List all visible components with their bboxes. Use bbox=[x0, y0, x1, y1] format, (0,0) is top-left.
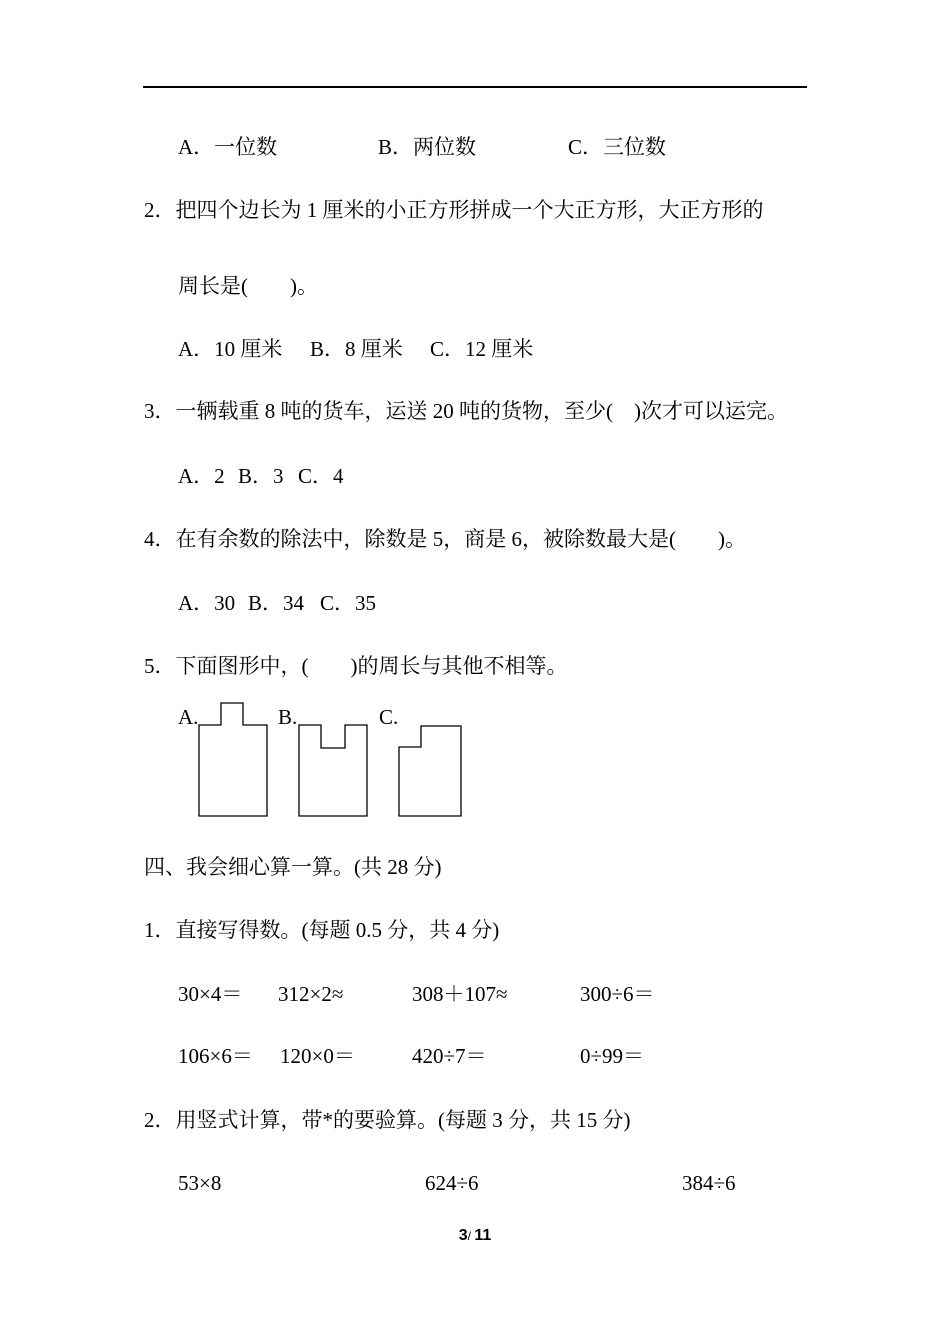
calc-1-2: 312×2≈ bbox=[278, 982, 344, 1006]
calc-1-4: 300÷6＝ bbox=[580, 982, 655, 1006]
calc-1-1: 30×4＝ bbox=[178, 982, 243, 1006]
q1-option-b[interactable]: B．两位数 bbox=[378, 135, 477, 159]
q5-text: 5．下面图形中，( )的周长与其他不相等。 bbox=[144, 654, 568, 678]
calc-1-3: 308＋107≈ bbox=[412, 982, 508, 1006]
q2-text-line1: 2．把四个边长为 1 厘米的小正方形拼成一个大正方形，大正方形的 bbox=[144, 198, 764, 222]
shape-b bbox=[299, 725, 367, 816]
q5-label-a[interactable]: A. bbox=[178, 705, 199, 729]
q1-option-c[interactable]: C．三位数 bbox=[568, 135, 667, 159]
shape-a bbox=[199, 703, 267, 816]
q4-option-c[interactable]: C．35 bbox=[320, 591, 377, 615]
calc-2-1: 106×6＝ bbox=[178, 1044, 253, 1068]
q5-label-c[interactable]: C. bbox=[379, 705, 399, 729]
q2-text-line2: 周长是( )。 bbox=[178, 274, 318, 298]
calc-2-2: 120×0＝ bbox=[280, 1044, 355, 1068]
section4-title: 四、我会细心算一算。(共 28 分) bbox=[144, 855, 442, 879]
header-rule bbox=[143, 86, 807, 88]
page-total: 11 bbox=[474, 1227, 492, 1244]
q5-label-b[interactable]: B. bbox=[278, 705, 298, 729]
q4-text: 4．在有余数的除法中，除数是 5，商是 6，被除数最大是( )。 bbox=[144, 527, 746, 551]
q3-option-c[interactable]: C．4 bbox=[298, 464, 344, 488]
q4-option-a[interactable]: A．30 bbox=[178, 591, 236, 615]
section4-part2-title: 2．用竖式计算，带*的要验算。(每题 3 分，共 15 分) bbox=[144, 1108, 631, 1132]
q3-text: 3．一辆载重 8 吨的货车，运送 20 吨的货物，至少( )次才可以运完。 bbox=[144, 399, 788, 423]
shape-c bbox=[399, 726, 461, 816]
q5-shapes bbox=[190, 695, 480, 825]
calc-2-3: 420÷7＝ bbox=[412, 1044, 487, 1068]
q1-option-a[interactable]: A．一位数 bbox=[178, 135, 278, 159]
page-number: 3/ 11 bbox=[458, 1227, 492, 1244]
vertical-calc-1: 53×8 bbox=[178, 1171, 222, 1195]
calc-2-4: 0÷99＝ bbox=[580, 1044, 645, 1068]
q3-option-a[interactable]: A．2 bbox=[178, 464, 225, 488]
vertical-calc-3: 384÷6 bbox=[682, 1171, 736, 1195]
section4-part1-title: 1．直接写得数。(每题 0.5 分，共 4 分) bbox=[144, 918, 500, 942]
page-current: 3 bbox=[458, 1227, 468, 1244]
q2-option-a[interactable]: A．10 厘米 bbox=[178, 337, 283, 361]
q2-option-b[interactable]: B．8 厘米 bbox=[310, 337, 403, 361]
q3-option-b[interactable]: B．3 bbox=[238, 464, 284, 488]
vertical-calc-2: 624÷6 bbox=[425, 1171, 479, 1195]
q4-option-b[interactable]: B．34 bbox=[248, 591, 305, 615]
q2-option-c[interactable]: C．12 厘米 bbox=[430, 337, 534, 361]
